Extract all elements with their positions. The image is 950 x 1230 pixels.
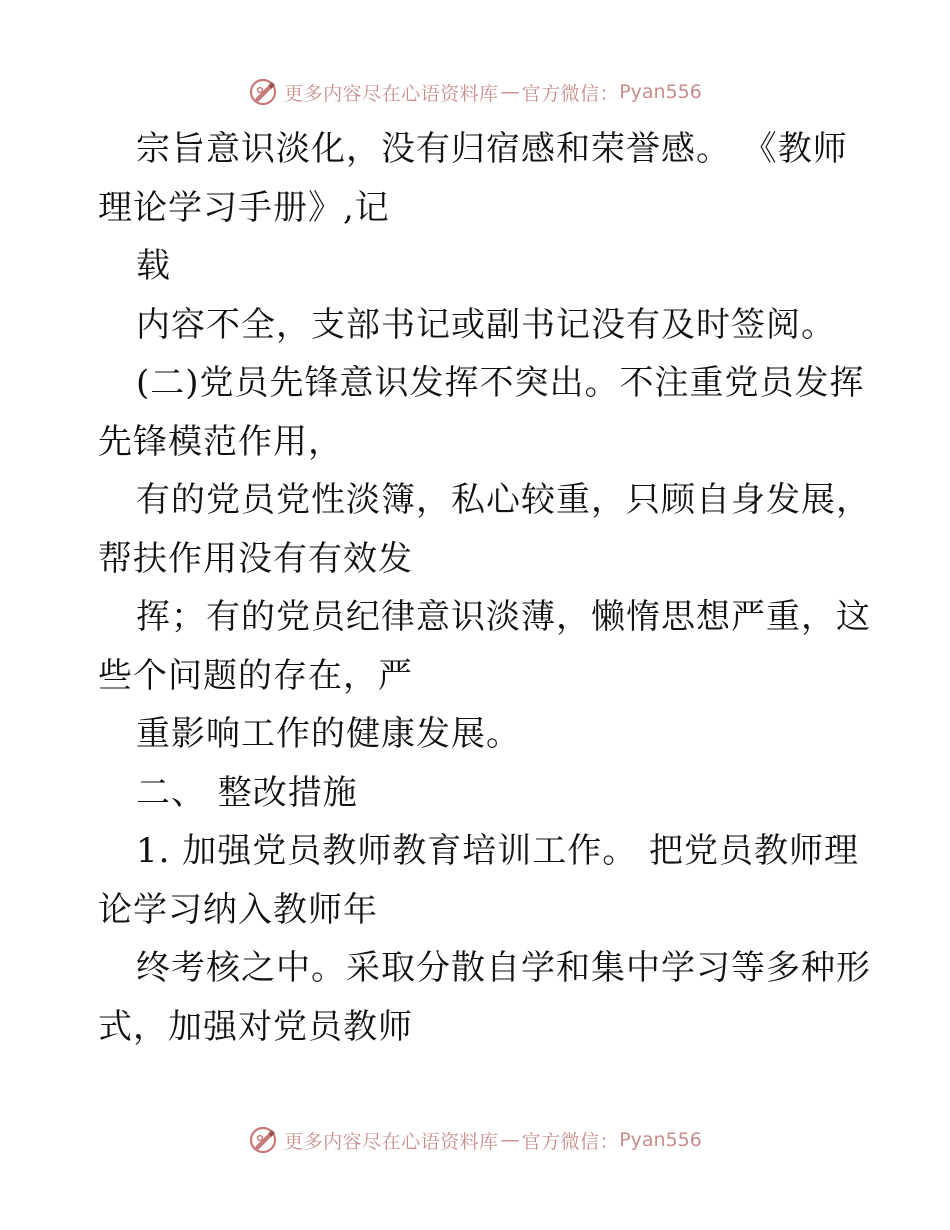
text-line: 载 — [136, 246, 171, 286]
text-line: 重影响工作的健康发展。 — [136, 714, 521, 754]
watermark-text: 更多内容尽在心语资料库 — [284, 1130, 499, 1153]
section-heading: 二、 整改措施 — [136, 772, 358, 813]
watermark-label: 官方微信： — [521, 82, 620, 105]
text-line: 先锋模范作用， — [98, 421, 343, 462]
document-body — [98, 120, 871, 1056]
watermark-handle: Pyan556 — [619, 81, 702, 103]
text-line: 1. 加强党员教师教育培训工作。 把党员教师理 — [136, 831, 860, 871]
text-line: 些个问题的存在，严 — [98, 655, 413, 696]
text-line: 论学习纳入教师年 — [98, 889, 378, 930]
text-line: 终考核之中。采取分散自学和集中学习等多种形 — [136, 948, 871, 988]
text-line: 有的党员党性淡簿，私心较重，只顾自身发展， — [136, 480, 871, 520]
text-line: (二)党员先锋意识发挥不突出。不注重党员发挥 — [136, 363, 865, 403]
text-line: 宗旨意识淡化，没有归宿感和荣誉感。 《教师 — [136, 129, 848, 169]
watermark-dash: — — [500, 81, 520, 103]
text-line: 挥；有的党员纪律意识淡薄，懒惰思想严重，这 — [136, 597, 871, 637]
watermark-text: 更多内容尽在心语资料库 — [284, 82, 499, 105]
watermark-label: 官方微信： — [521, 1130, 620, 1153]
text-line: 式，加强对党员教师 — [98, 1006, 413, 1047]
text-line: 内容不全，支部书记或副书记没有及时签阅。 — [136, 304, 836, 345]
text-line: 理论学习手册》,记 — [98, 187, 390, 228]
watermark-dash: — — [500, 1129, 520, 1151]
header-watermark — [0, 72, 950, 112]
footer-watermark — [0, 1120, 950, 1160]
watermark-handle: Pyan556 — [619, 1129, 702, 1151]
pen-logo-icon — [248, 1125, 278, 1155]
pen-logo-icon — [248, 77, 278, 107]
text-line: 帮扶作用没有有效发 — [98, 538, 413, 579]
